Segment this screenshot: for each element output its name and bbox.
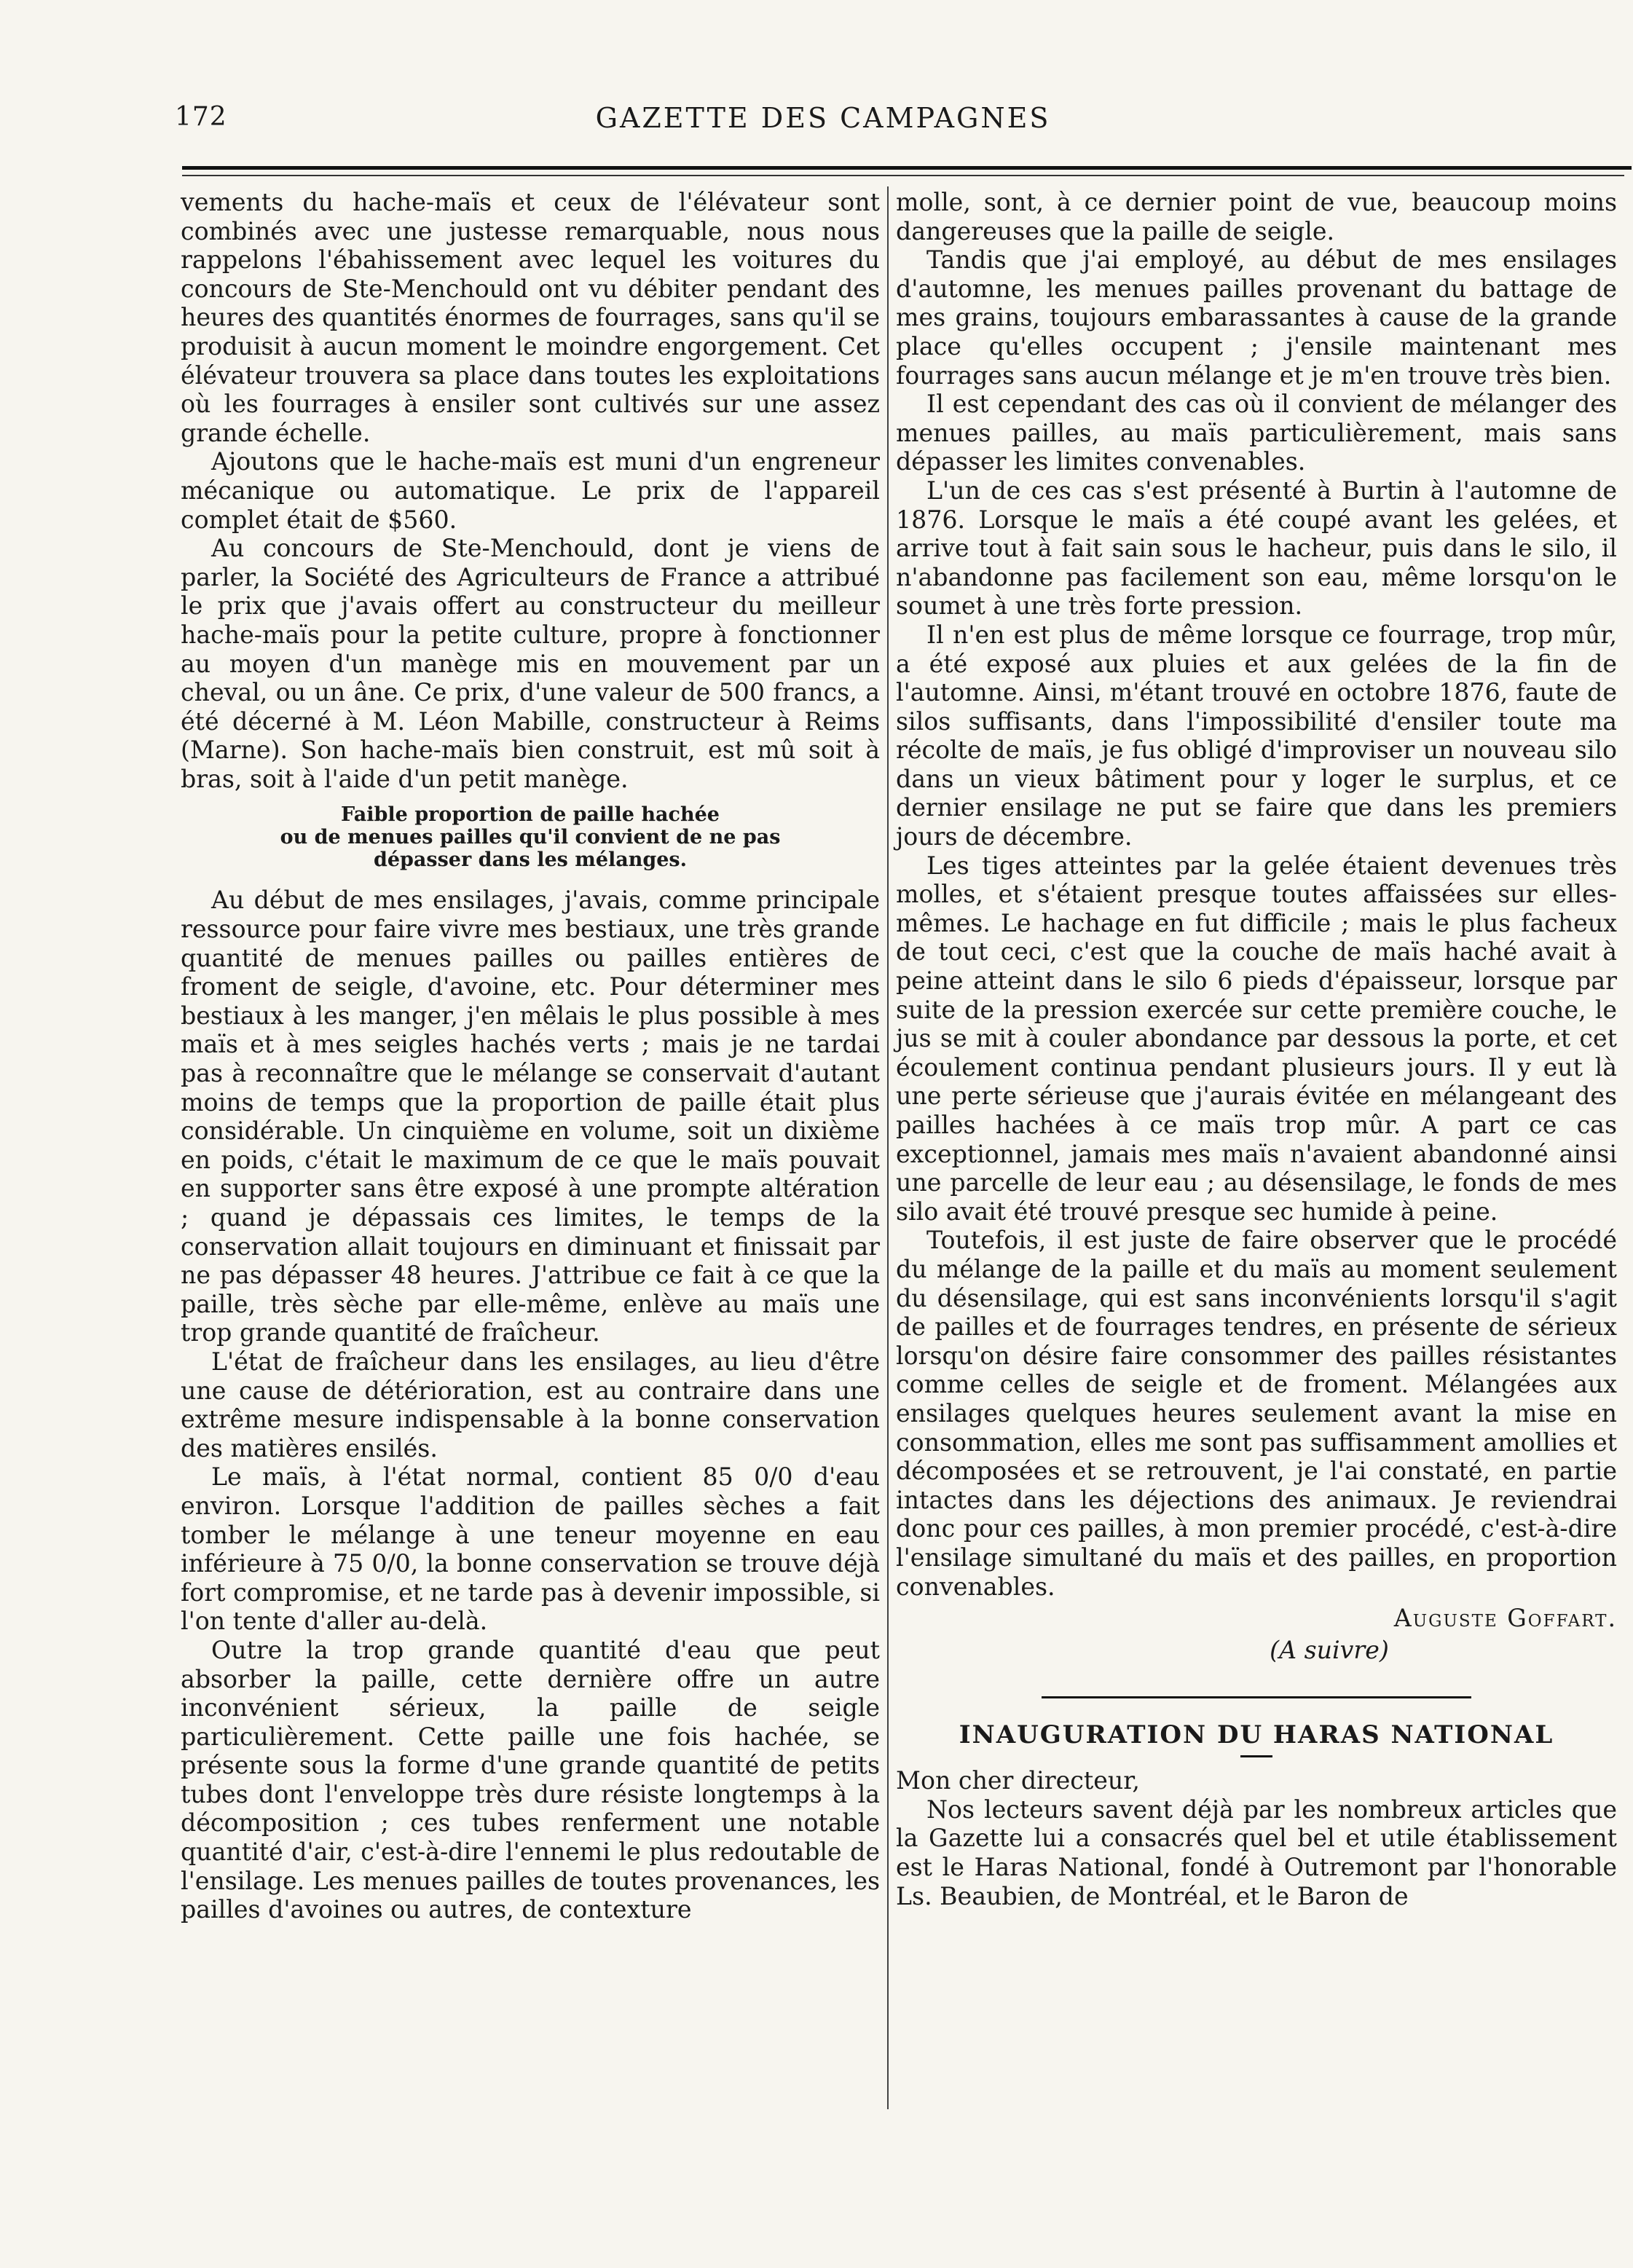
article-title: INAUGURATION DU HARAS NATIONAL	[959, 1720, 1554, 1750]
page-header	[175, 102, 1471, 146]
page-number: 172	[175, 102, 227, 132]
paragraph: vements du hache-maïs et ceux de l'élévateur sont combinés avec une justesse remarquable, nous nous rappelons l'ébahissement avec lequel les voitures du concours de Ste-Menchould ont vu débiter pendant des heures des quantités énormes de fourrages, sans qu'il se produisit à aucun moment le moindre engorgement. Cet élévateur trouvera sa place dans toutes les exploitations où les fourrages à ensiler sont cultivés sur une assez grande échelle.	[181, 188, 880, 447]
author-signature: Auguste Goffart.	[1393, 1604, 1617, 1633]
paragraph: Toutefois, il est juste de faire observer que le procédé du mélange de la paille et du maïs au moment seulement du désensilage, qui est sans inconvénients lorsqu'il s'agit de pailles et de fourrages tendres, en présente de sérieux lorsqu'on désire faire consommer des pailles résistantes comme celles de seigle et de froment. Mélangées aux ensilages quelques heures seulement avant la mise en consommation, elles me sont pas suffisamment amollies et décomposées et se retrouvent, je l'ai constaté, en partie intactes dans les déjections des animaux. Je reviendrai donc pour ces pailles, à mon premier procédé, c'est-à-dire l'ensilage simultané du maïs et des pailles, en proportion convenables.	[896, 1226, 1617, 1601]
paragraph: Les tiges atteintes par la gelée étaient devenues très molles, et s'étaient presque toutes affaissées sur elles-mêmes. Le hachage en fut difficile ; mais le plus facheux de tout ceci, c'est que la couche de maïs haché avait à peine atteint dans le silo 6 pieds d'épaisseur, lorsque par suite de la pression exercée sur cette première couche, le jus se mit à couler abondance par dessous la porte, et cet écoulement continua pendant plusieurs jours. Il y eut là une perte sérieuse que j'aurais évitée en mélangeant des pailles hachées à ce maïs trop mûr. A part ce cas exceptionnel, jamais mes maïs n'avaient abandonné ainsi une parcelle de leur eau ; au désensilage, le fonds de mes silo avait été trouvé presque sec humide à peine.	[896, 851, 1617, 1226]
salutation: Mon cher directeur,	[896, 1766, 1140, 1795]
right-column	[896, 188, 1617, 1910]
subheading-line: dépasser dans les mélanges.	[373, 848, 688, 872]
subheading-line: ou de menues pailles qu'il convient de ne pas	[280, 826, 781, 849]
section-subheading	[181, 803, 880, 871]
article-separator	[1042, 1696, 1471, 1698]
running-title: GAZETTE DES CAMPAGNES	[595, 102, 1051, 134]
column-divider	[887, 186, 889, 2109]
paragraph: Il est cependant des cas où il convient de mélanger des menues pailles, au maïs particulièrement, mais sans dépasser les limites convenables.	[896, 390, 1617, 476]
paragraph: molle, sont, à ce dernier point de vue, beaucoup moins dangereuses que la paille de seigle.	[896, 188, 1617, 245]
paragraph: Tandis que j'ai employé, au début de mes ensilages d'automne, les menues pailles provenant du battage de mes grains, toujours embarassantes à cause de la grande place qu'elles occupent ; j'ensile maintenant mes fourrages sans aucun mélange et je m'en trouve très bien.	[896, 245, 1617, 390]
paragraph: Il n'en est plus de même lorsque ce fourrage, trop mûr, a été exposé aux pluies et aux gelées de la fin de l'automne. Ainsi, m'étant trouvé en octobre 1876, faute de silos suffisants, dans l'impossibilité d'ensiler toute ma récolte de maïs, je fus obligé d'improviser un nouveau silo dans un vieux bâtiment pour y loger le surplus, et ce dernier ensilage ne put se faire que dans les premiers jours de décembre.	[896, 620, 1617, 851]
paragraph: Ajoutons que le hache-maïs est muni d'un engreneur mécanique ou automatique. Le prix de l'appareil complet était de $560.	[181, 447, 880, 534]
left-column	[181, 188, 880, 1924]
paragraph: Au concours de Ste-Menchould, dont je viens de parler, la Société des Agriculteurs de France a attribué le prix que j'avais offert au constructeur du meilleur hache-maïs pour la petite culture, propre à fonctionner au moyen d'un manège mis en mouvement par un cheval, ou un âne. Ce prix, d'une valeur de 500 francs, a été décerné à M. Léon Mabille, constructeur à Reims (Marne). Son hache-maïs bien construit, est mû soit à bras, soit à l'aide d'un petit manège.	[181, 534, 880, 793]
paragraph: L'un de ces cas s'est présenté à Burtin à l'automne de 1876. Lorsque le maïs a été coupé avant les gelées, et arrive tout à fait sain sous le hacheur, puis dans le silo, il n'abandonne pas facilement son eau, même lorsqu'on le soumet à une très forte pression.	[896, 476, 1617, 621]
title-rule	[1240, 1755, 1272, 1757]
paragraph: Nos lecteurs savent déjà par les nombreux articles que la Gazette lui a consacrés quel bel et utile établissement est le Haras National, fondé à Outremont par l'honorable Ls. Beaubien, de Montréal, et le Baron de	[896, 1795, 1617, 1910]
paragraph: Le maïs, à l'état normal, contient 85 0/0 d'eau environ. Lorsque l'addition de pailles sèches a fait tomber le mélange à une teneur moyenne en eau inférieure à 75 0/0, la bonne conservation se trouve déjà fort compromise, et ne tarde pas à devenir impossible, si l'on tente d'aller au-delà.	[181, 1462, 880, 1636]
paragraph: L'état de fraîcheur dans les ensilages, au lieu d'être une cause de détérioration, est au contraire dans une extrême mesure indispensable à la bonne conservation des matières ensilés.	[181, 1347, 880, 1462]
header-rule	[182, 166, 1632, 170]
paragraph: Outre la trop grande quantité d'eau que peut absorber la paille, cette dernière offre un autre inconvénient sérieux, la paille de seigle particulièrement. Cette paille une fois hachée, se présente sous la forme d'une grande quantité de petits tubes dont l'enveloppe très dure résiste longtemps à la décomposition ; ces tubes renferment une notable quantité d'air, c'est-à-dire l'ennemi le plus redoutable de l'ensilage. Les menues pailles de toutes provenances, les pailles d'avoines ou autres, de contexture	[181, 1635, 880, 1924]
to-be-continued: (A suivre)	[1270, 1635, 1389, 1664]
header-rule-thin	[182, 175, 1624, 176]
paragraph: Au début de mes ensilages, j'avais, comme principale ressource pour faire vivre mes bestiaux, une très grande quantité de menues pailles ou pailles entières de froment de seigle, d'avoine, etc. Pour déterminer mes bestiaux à les manger, j'en mêlais le plus possible à mes maïs et à mes seigles hachés verts ; mais je ne tardai pas à reconnaître que le mélange se conservait d'autant moins de temps que la proportion de paille était plus considérable. Un cinquième en volume, soit un dixième en poids, c'était le maximum de ce que le maïs pouvait en supporter sans être exposé à une prompte altération ; quand je dépassais ces limites, le temps de la conservation allait toujours en diminuant et finissait par ne pas dépasser 48 heures. J'attribue ce fait à ce que la paille, très sèche par elle-même, enlève au maïs une trop grande quantité de fraîcheur.	[181, 886, 880, 1347]
subheading-line: Faible proportion de paille hachée	[341, 803, 720, 827]
